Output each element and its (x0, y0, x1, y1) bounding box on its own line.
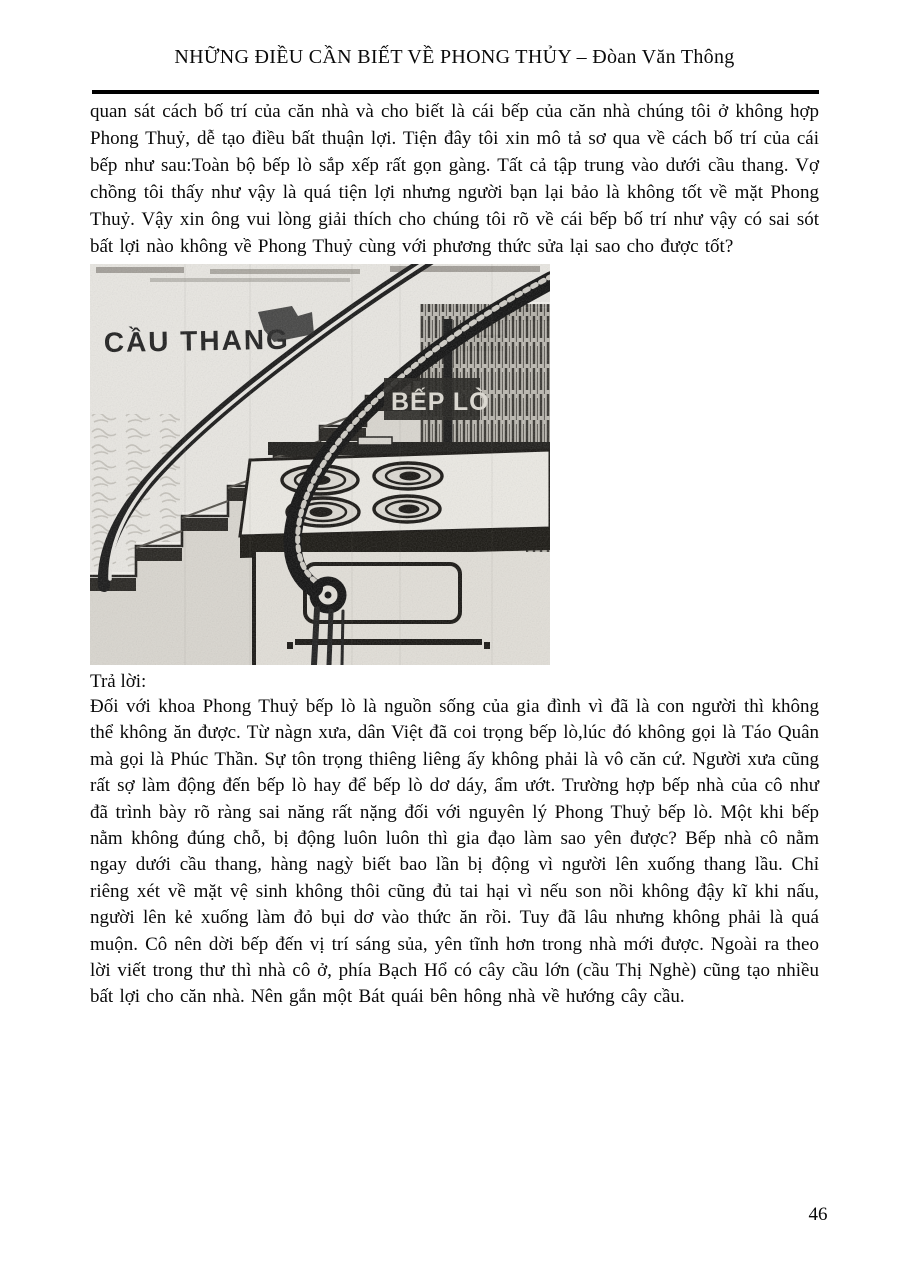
answer-label: Trả lời: (90, 671, 147, 692)
film-grain (90, 264, 550, 665)
page-number: 46 (808, 1204, 828, 1225)
page-title: NHỮNG ĐIỀU CẦN BIẾT VỀ PHONG THỦY – Đòan Văn Thông (174, 46, 735, 68)
answer-paragraph: Đối với khoa Phong Thuỷ bếp lò là nguồn sống của gia đình vì đã là con người thì không thể không ăn được. Từ nàgn xưa, dân Việt đã coi trọng bếp lò,lúc đó không gọi là Táo Quân mà gọi là Phúc Thần. Sự tôn trọng thiêng liêng ấy không phải là vô căn cứ. Người xưa cũng rất sợ làm động đến bếp lò hay để bếp lò dơ dáy, ẩm ướt. Trường hợp bếp nhà của cô như đã trình bày rõ ràng sai năng rất nặng đối với nguyên lý Phong Thuỷ bếp lò. Một khi bếp nằm không đúng chỗ, bị động luôn luôn thì gia đạo làm sao yên được? Bếp nhà cô nằm ngay dưới cầu thang, hàng nagỳ biết bao lần bị động vì người lên xuống thang lầu. Chỉ riêng xét về mặt vệ sinh không thôi cũng đủ tai hại vì nếu son nồi không đậy kĩ khi nấu, người lên kẻ xuống làm đỏ bụi dơ vào thức ăn rồi. Tuy đã lâu nhưng không phải là quá muộn. Cô nên dời bếp đến vị trí sáng sủa, yên tĩnh hơn trong nhà mới được. Ngoài ra theo lời viết trong thư thì nhà cô ở, phía Bạch Hổ có cây cầu lớn (cầu Thị Nghè) cũng tạo nhiều bất lợi cho căn nhà. Nên gắn một Bát quái bên hông nhà về hướng cây cầu. (90, 696, 819, 1008)
figure-illustration (90, 264, 550, 665)
staircase-stove-drawing (90, 264, 550, 665)
header-divider (92, 90, 819, 94)
question-paragraph: quan sát cách bố trí của căn nhà và cho biết là cái bếp của căn nhà chúng tôi ở không hợp Phong Thuỷ, dễ tạo điều bất thuận lợi. Tiện đây tôi xin mô tả sơ qua về cách bố trí của cái bếp như sau:Toàn bộ bếp lò sắp xếp rất gọn gàng. Tất cả tập trung vào dưới cầu thang. Vợ chồng tôi thấy như vậy là quá tiện lợi nhưng người bạn lại bảo là không tốt về mặt Phong Thuỷ. Vậy xin ông vui lòng giải thích cho chúng tôi rõ về cái bếp bố trí như vậy có sai sót bất lợi nào không về Phong Thuỷ cùng với phương thức sửa lại sao cho được tốt? (90, 101, 819, 257)
